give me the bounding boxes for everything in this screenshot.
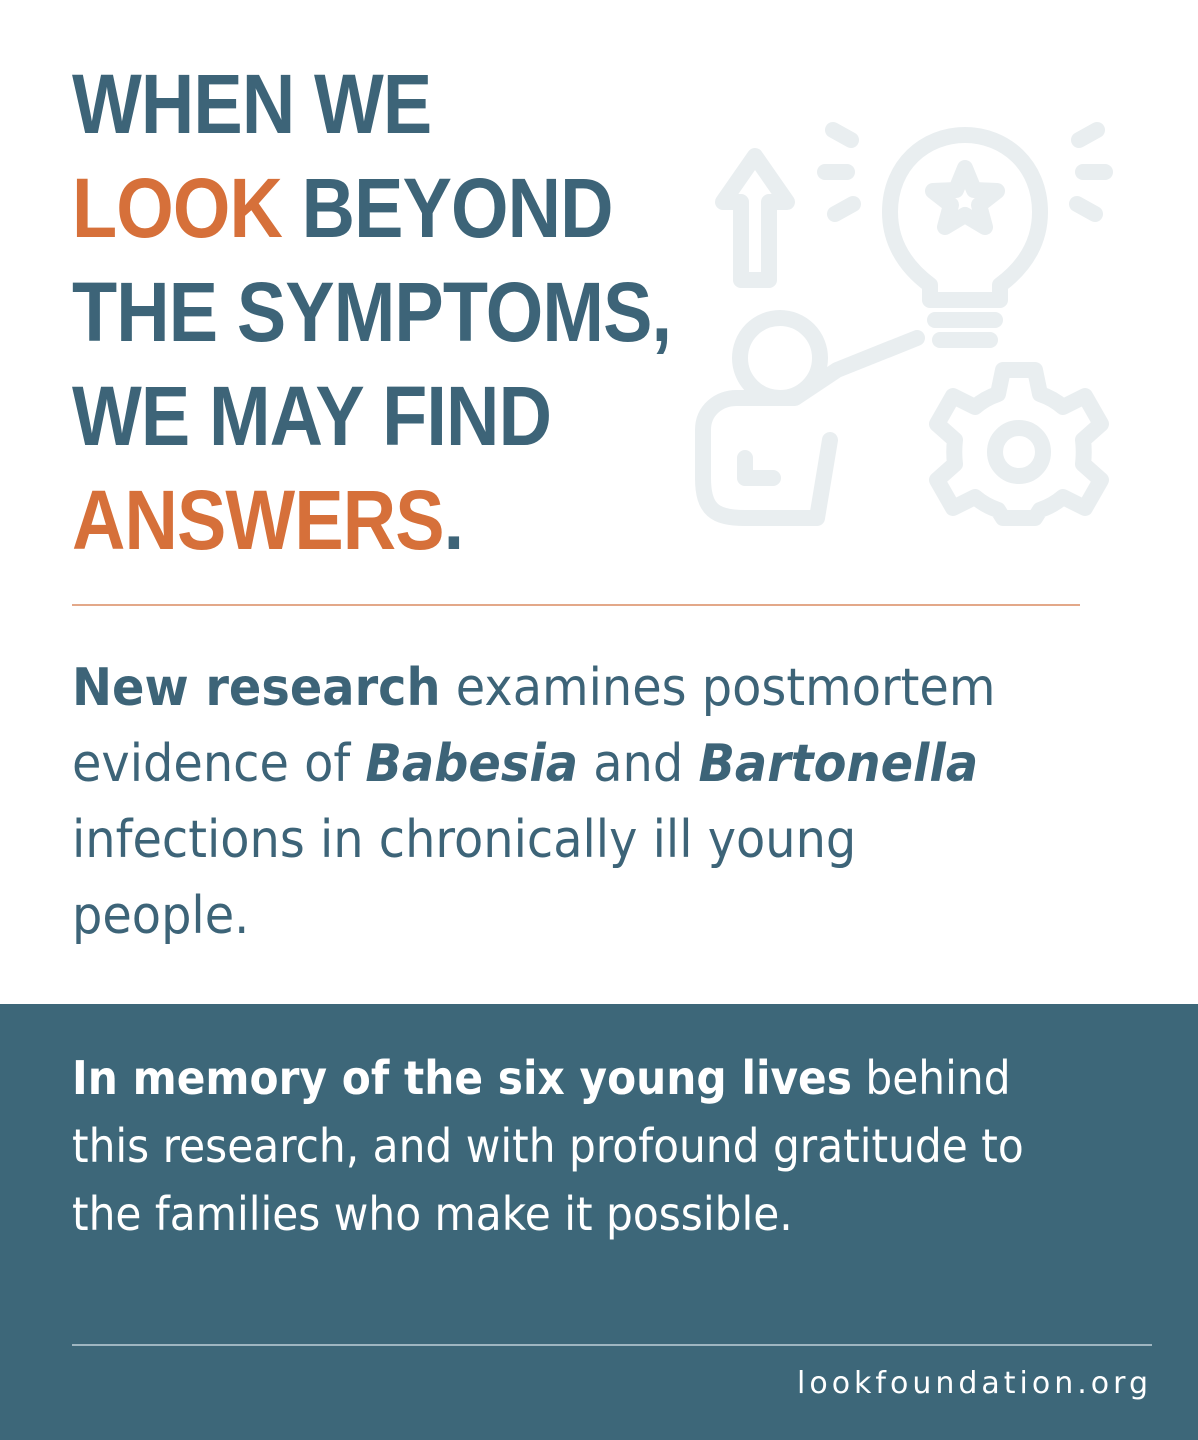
headline-line-2: [72, 156, 671, 260]
memorial-lead: In memory of the six young lives: [72, 1051, 852, 1105]
person-raising-hand-icon: [703, 318, 917, 518]
headline-line-1: WHEN WE: [72, 57, 432, 151]
research-text-2: and: [578, 734, 699, 794]
headline-line-5: [72, 468, 671, 572]
lightbulb-star-icon: [825, 130, 1105, 340]
headline: [72, 52, 671, 572]
headline-line-3: THE SYMPTOMS,: [72, 265, 672, 359]
headline-line-2-rest: BEYOND: [282, 161, 613, 255]
section-divider: [72, 604, 1080, 606]
headline-line-5-rest: .: [443, 473, 464, 567]
idea-illustration: [685, 90, 1130, 530]
headline-accent-look: LOOK: [72, 161, 283, 255]
term-bartonella: Bartonella: [698, 734, 979, 794]
website-link[interactable]: lookfoundation.org: [797, 1366, 1152, 1401]
research-text-1: examines postmortem evidence of: [72, 658, 996, 794]
research-text-3: infections in chronically ill young people.: [72, 810, 857, 946]
memorial-band: [0, 1004, 1198, 1440]
term-babesia: Babesia: [365, 734, 579, 794]
memorial-rest: behind this research, and with profound gratitude to the families who make it possible.: [72, 1051, 1024, 1241]
memorial-text: [72, 1044, 1047, 1248]
research-summary: [72, 650, 1047, 954]
footer-divider: [72, 1344, 1152, 1346]
research-lead: New research: [72, 658, 441, 718]
arrow-up-icon: [723, 156, 787, 280]
gear-icon: [937, 370, 1101, 518]
headline-accent-answers: ANSWERS: [72, 473, 444, 567]
headline-line-4: WE MAY FIND: [72, 369, 552, 463]
